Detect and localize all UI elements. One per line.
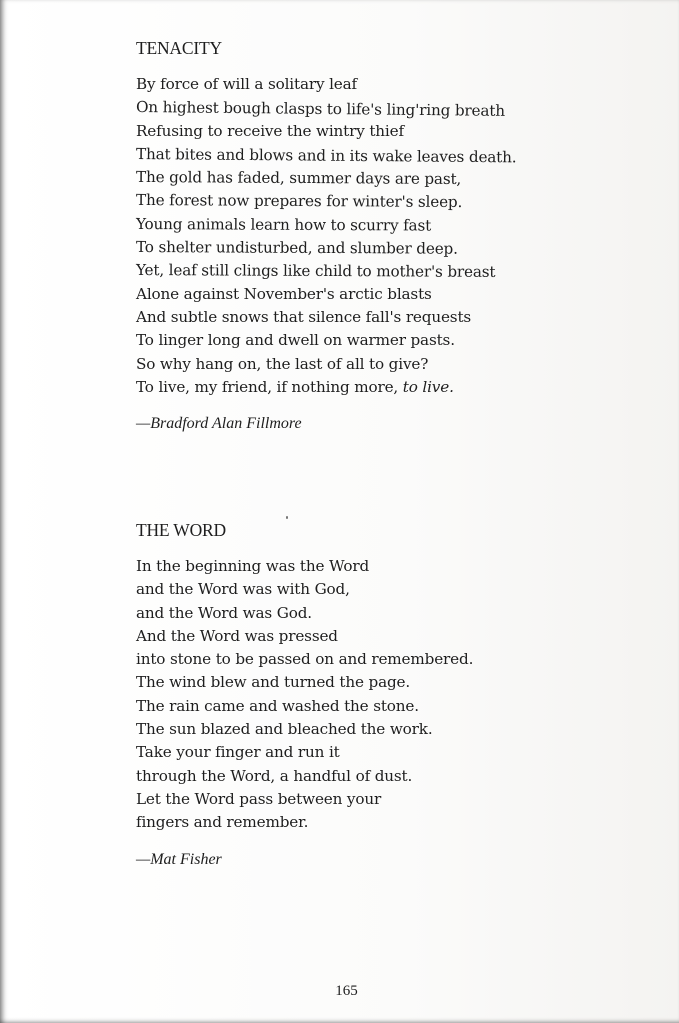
poem-line: And the Word was pressed bbox=[136, 626, 338, 645]
poem-the-word bbox=[136, 519, 606, 871]
poem-lines bbox=[136, 73, 606, 399]
poem-title: THE WORD bbox=[136, 520, 226, 540]
page-number: 165 bbox=[335, 983, 358, 999]
poem-line: To linger long and dwell on warmer pasts. bbox=[136, 331, 455, 350]
poem-line: and the Word was with God, bbox=[136, 580, 350, 599]
poem-line: The sun blazed and bleached the work. bbox=[136, 720, 433, 739]
poem-line: Alone against November's arctic blasts bbox=[136, 284, 432, 303]
poem-line: and the Word was God. bbox=[136, 603, 312, 622]
poem-attribution: —Mat Fisher bbox=[136, 850, 222, 868]
poem-line-text: To live, my friend, if nothing more, bbox=[136, 377, 403, 396]
poem-last-line bbox=[136, 376, 606, 399]
poem-line: By force of will a solitary leaf bbox=[136, 75, 357, 93]
poem-line: into stone to be passed on and remembered. bbox=[136, 650, 474, 669]
poem-line: That bites and blows and in its wake leaves death. bbox=[135, 144, 517, 167]
poem-line: The rain came and washed the stone. bbox=[136, 696, 419, 715]
poem-title: TENACITY bbox=[136, 38, 222, 58]
poem-line: Young animals learn how to scurry fast bbox=[135, 214, 432, 235]
poem-line: In the beginning was the Word bbox=[136, 557, 370, 575]
poem-line: through the Word, a handful of dust. bbox=[136, 766, 413, 785]
poem-line: The forest now prepares for winter's sleep. bbox=[135, 191, 463, 212]
poem-line: So why hang on, the last of all to give? bbox=[136, 354, 429, 373]
poem-attribution: —Bradford Alan Fillmore bbox=[136, 415, 302, 433]
poem-line: fingers and remember. bbox=[136, 813, 309, 832]
poem-line: The wind blew and turned the page. bbox=[136, 673, 411, 692]
poem-tenacity bbox=[136, 37, 606, 435]
poem-line: Take your finger and run it bbox=[136, 743, 340, 762]
poem-line: To shelter undisturbed, and slumber deep. bbox=[135, 238, 458, 258]
poem-line: The gold has faded, summer days are past, bbox=[135, 168, 462, 189]
poem-line: And subtle snows that silence fall's requests bbox=[136, 307, 472, 326]
poem-line: On highest bough clasps to life's ling'ring breath bbox=[135, 98, 505, 121]
poem-lines bbox=[136, 555, 606, 835]
poem-line: Refusing to receive the wintry thief bbox=[136, 121, 404, 140]
poem-line: Yet, leaf still clings like child to mother's breast bbox=[135, 261, 496, 282]
poem-line-emphasis: to live. bbox=[402, 377, 454, 396]
poem-line: Let the Word pass between your bbox=[136, 789, 382, 808]
